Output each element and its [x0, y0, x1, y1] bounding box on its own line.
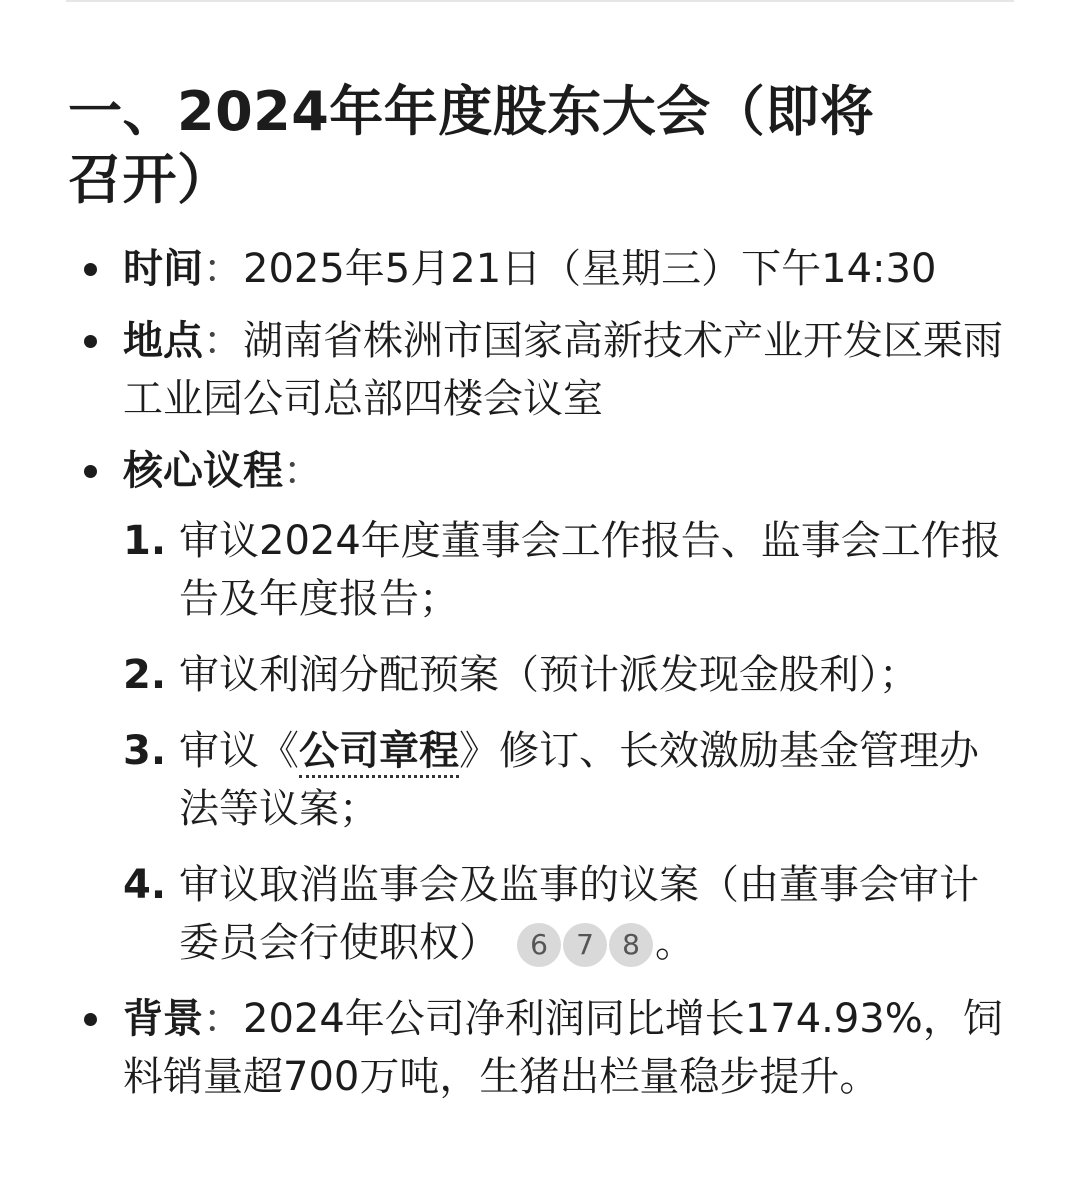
- agenda-number: 4.: [123, 862, 167, 908]
- bullet-dot-icon: [84, 335, 97, 348]
- agenda-text: 审议利润分配预案（预计派发现金股利）；: [179, 652, 919, 698]
- bullet-dot-icon: [84, 465, 97, 478]
- background-separator: ：: [203, 996, 243, 1042]
- citation-badge-7[interactable]: 7: [563, 923, 607, 967]
- agenda-label: 核心议程: [123, 448, 283, 494]
- list-item-place: [68, 312, 1018, 428]
- time-value: 2025年5月21日（星期三）下午14:30: [243, 246, 937, 292]
- bullet-dot-icon: [84, 1013, 97, 1026]
- agenda-text-pre: 审议《: [179, 728, 299, 774]
- agenda-item-1: [123, 512, 1018, 628]
- agenda-number: 2.: [123, 652, 167, 698]
- list-item-agenda: [68, 442, 1018, 972]
- list-item-time: [68, 240, 1018, 298]
- background-value: 2024年公司净利润同比增长174.93%，饲料销量超700万吨，生猪出栏量稳步提升。: [123, 996, 1003, 1100]
- agenda-text: 审议取消监事会及监事的议案（由董事会审计委员会行使职权）: [179, 862, 979, 966]
- background-label: 背景: [123, 996, 203, 1042]
- place-label: 地点: [123, 318, 203, 364]
- section-title: 一、2024年年度股东大会（即将召开）: [68, 80, 875, 211]
- time-label: 时间: [123, 246, 203, 292]
- agenda-item-2: [123, 646, 1018, 704]
- company-charter-link[interactable]: 公司章程: [299, 728, 459, 778]
- agenda-number: 1.: [123, 518, 167, 564]
- agenda-text: 审议2024年度董事会工作报告、监事会工作报告及年度报告；: [179, 518, 1001, 622]
- agenda-item-3: [123, 722, 1018, 838]
- agenda-separator: ：: [283, 448, 323, 494]
- top-divider: [66, 0, 1014, 2]
- place-separator: ：: [203, 318, 243, 364]
- answer-content: [68, 78, 1018, 1120]
- agenda-text-end: 。: [655, 920, 695, 966]
- info-list: [68, 240, 1018, 1106]
- citation-badge-6[interactable]: 6: [517, 923, 561, 967]
- agenda-text-post: 》修订、长效激励基金管理办法等议案；: [179, 728, 979, 832]
- bullet-dot-icon: [84, 263, 97, 276]
- citation-badge-8[interactable]: 8: [609, 923, 653, 967]
- agenda-item-4: [123, 856, 1018, 972]
- place-value: 湖南省株洲市国家高新技术产业开发区栗雨工业园公司总部四楼会议室: [123, 318, 1003, 422]
- time-separator: ：: [203, 246, 243, 292]
- citation-group: [517, 920, 655, 966]
- agenda-list: [123, 512, 1018, 972]
- list-item-background: [68, 990, 1018, 1106]
- agenda-number: 3.: [123, 728, 167, 774]
